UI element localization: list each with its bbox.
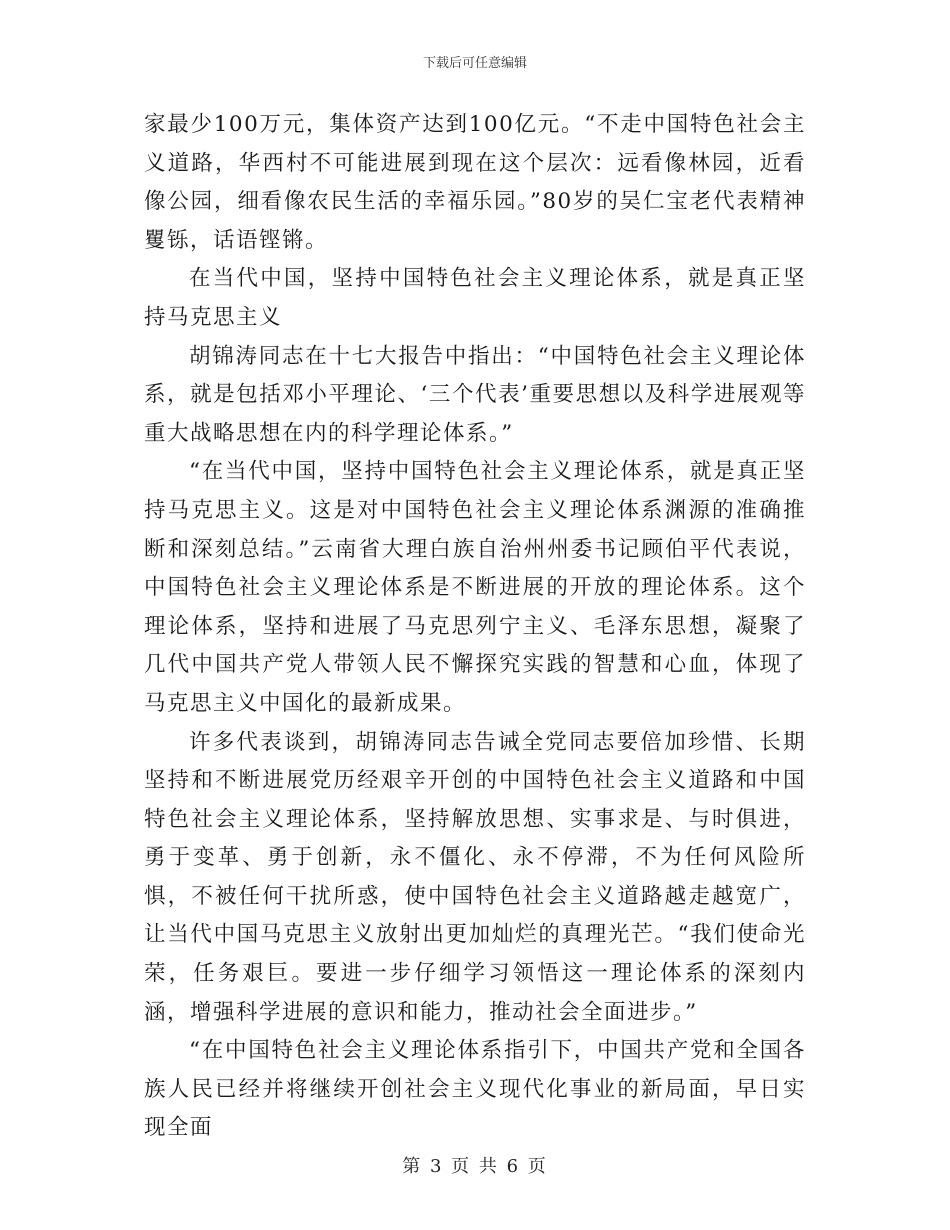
page-header: 下载后可任意编辑 xyxy=(422,56,527,71)
paragraph-6: “在中国特色社会主义理论体系指引下，中国共产党和全国各族人民已经并将继续开创社会主义现代化事业的新局面，早日实现全面 xyxy=(144,1038,806,1141)
paragraph-2: 在当代中国，坚持中国特色社会主义理论体系，就是真正坚持马克思主义 xyxy=(144,266,806,330)
paragraph-4: “在当代中国，坚持中国特色社会主义理论体系，就是真正坚持马克思主义。这是对中国特色社会主义理论体系渊源的准确推断和深刻总结。”云南省大理白族自治州州委书记顾伯平代表说，中国特色社会主义理论体系是不断进展的开放的理论体系。这个理论体系，坚持和进展了马克思列宁主义、毛泽东思想，凝聚了几代中国共产党人带领人民不懈探究实践的智慧和心血，体现了马克思主义中国化的最新成果。 xyxy=(144,459,806,716)
paragraph-5: 许多代表谈到，胡锦涛同志告诫全党同志要倍加珍惜、长期坚持和不断进展党历经艰辛开创的中国特色社会主义道路和中国特色社会主义理论体系，坚持解放思想、实事求是、与时俱进，勇于变革、勇于创新，永不僵化、永不停滞，不为任何风险所惧，不被任何干扰所惑，使中国特色社会主义道路越走越宽广，让当代中国马克思主义放射出更加灿烂的真理光芒。“我们使命光荣，任务艰巨。要进一步仔细学习领悟这一理论体系的深刻内涵，增强科学进展的意识和能力，推动社会全面进步。” xyxy=(144,729,806,1025)
paragraph-3: 胡锦涛同志在十七大报告中指出：“中国特色社会主义理论体系，就是包括邓小平理论、‘三个代表’重要思想以及科学进展观等重大战略思想在内的科学理论体系。” xyxy=(144,343,806,446)
document-body xyxy=(144,106,806,1148)
page-number: 第 3 页 共 6 页 xyxy=(402,1156,548,1177)
paragraph-1: 家最少100万元，集体资产达到100亿元。“不走中国特色社会主义道路，华西村不可能进展到现在这个层次：远看像林园，近看像公园，细看像农民生活的幸福乐园。”80岁的吴仁宝老代表精神矍铄，话语铿锵。 xyxy=(144,112,806,253)
